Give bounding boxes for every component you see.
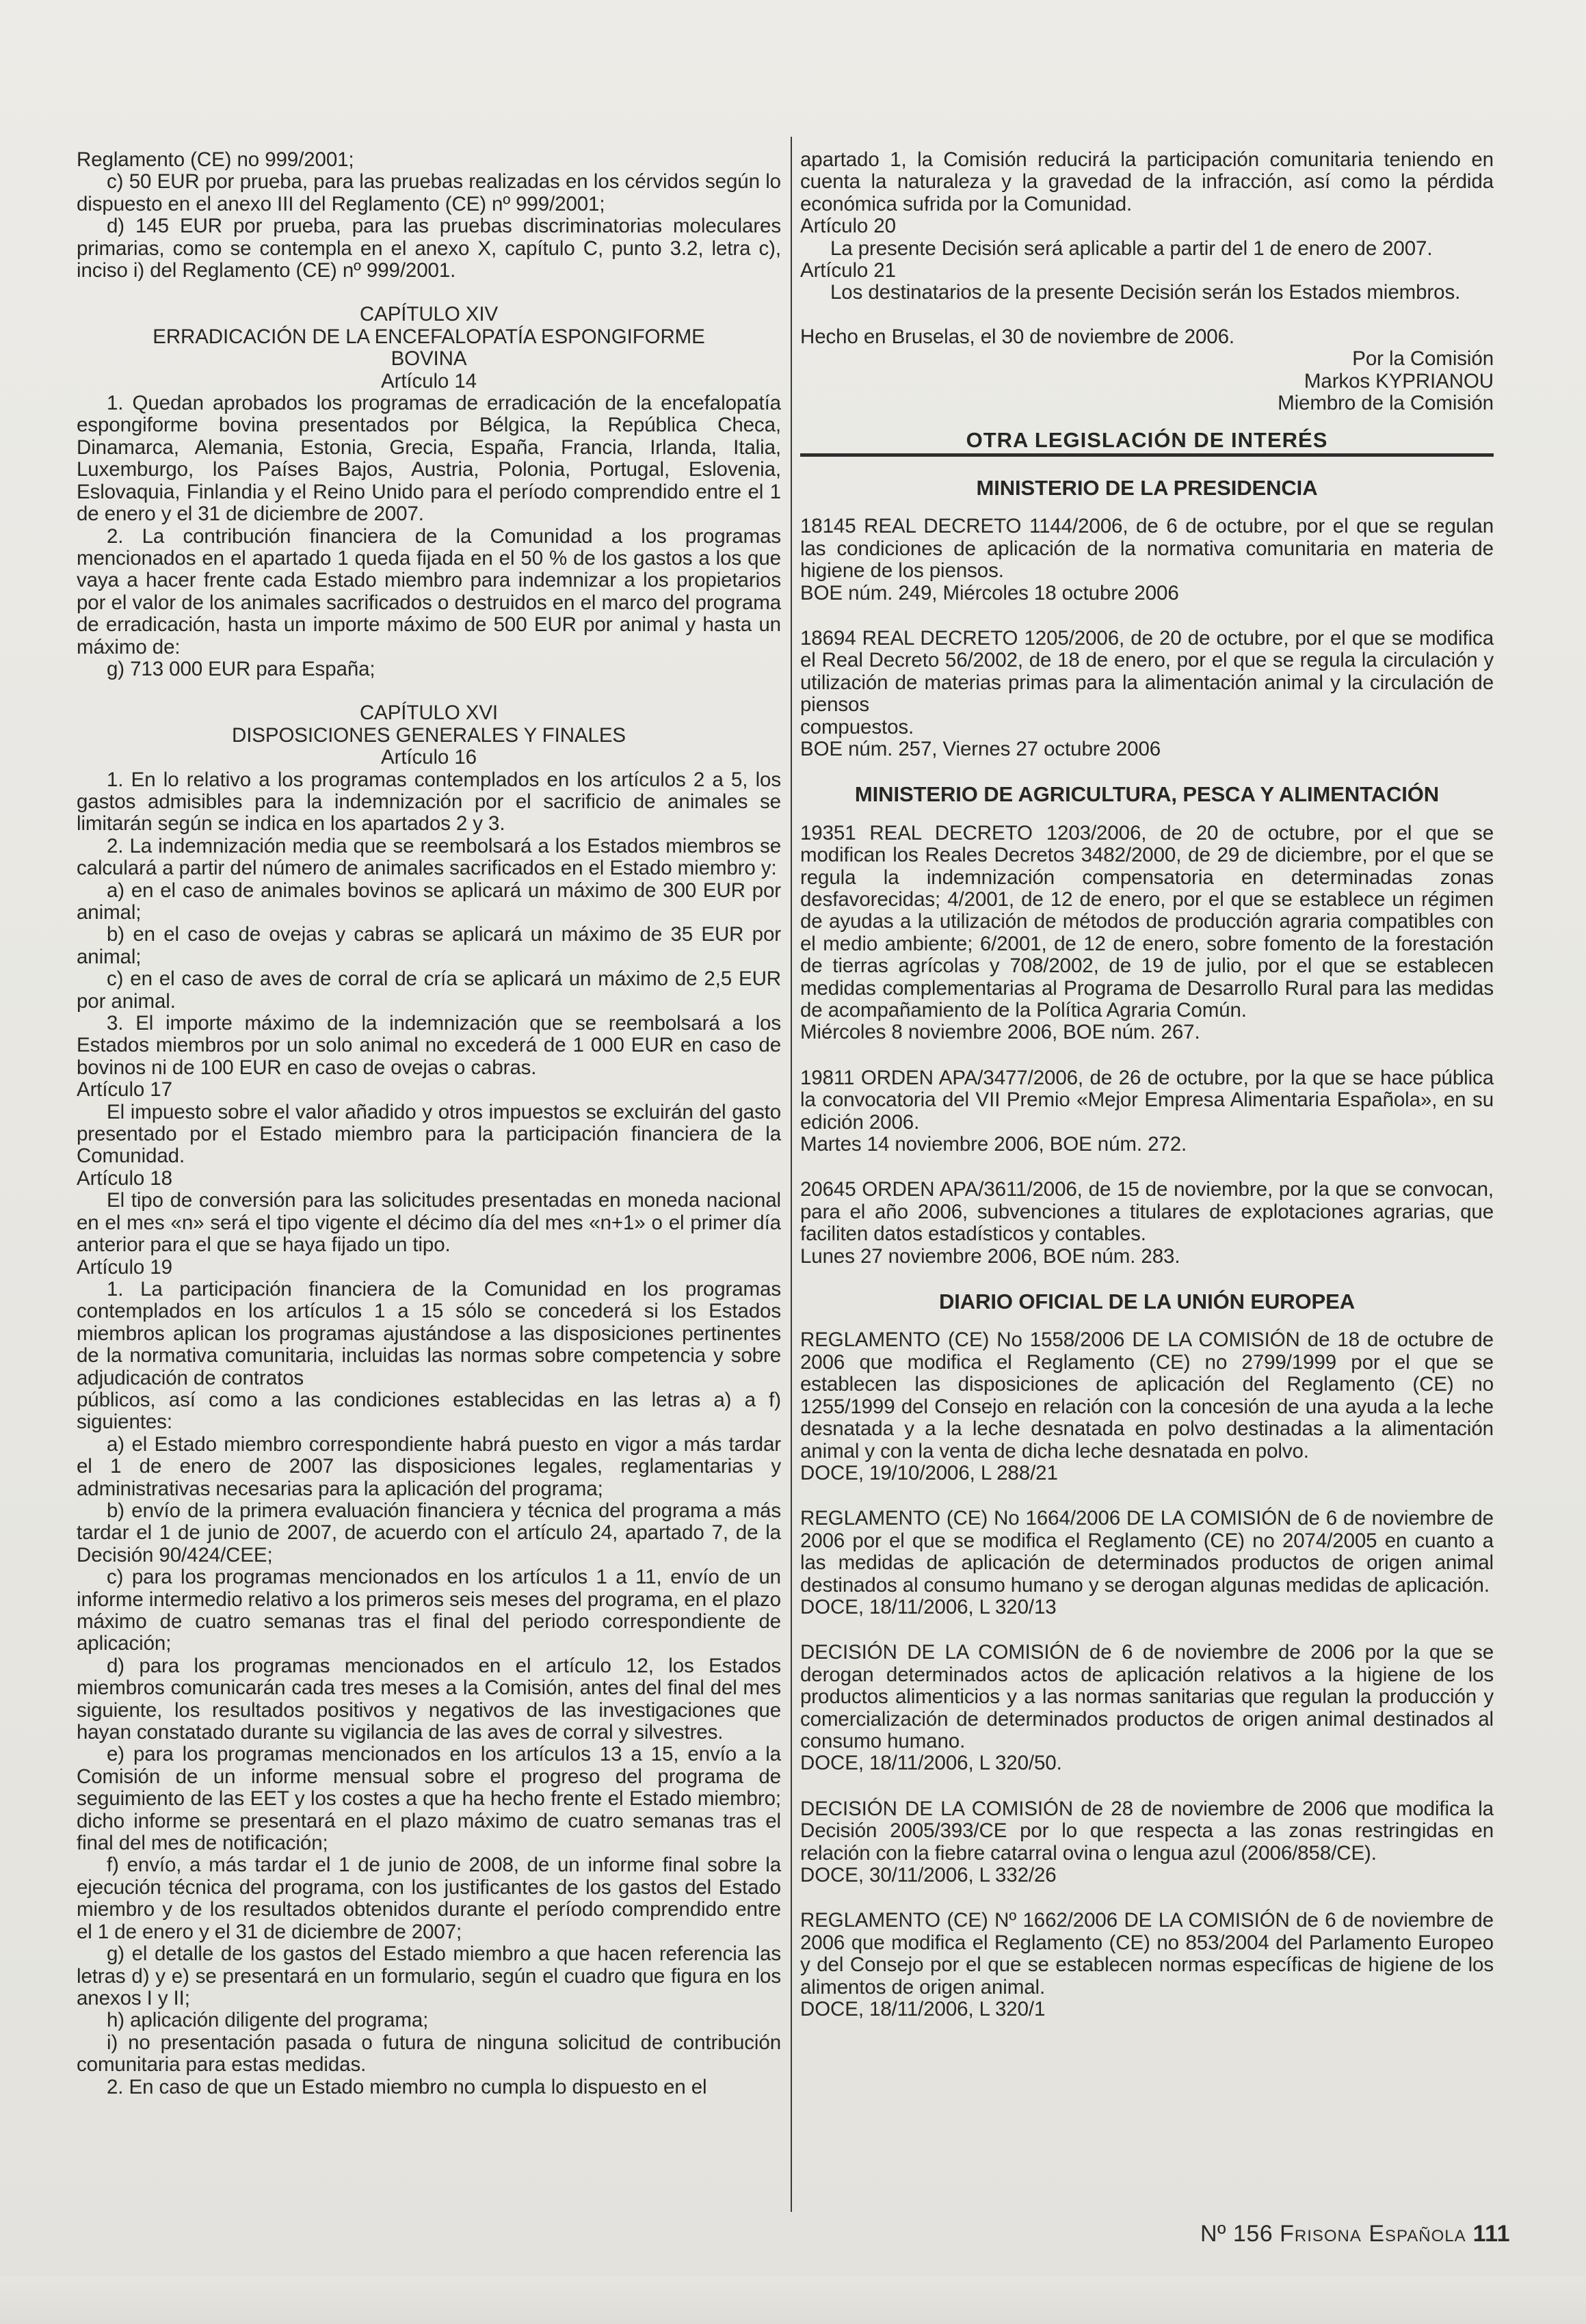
entry-line: 19811 ORDEN APA/3477/2006, de 26 de octubre, por la que se hace pública la convocatoria del VII Premio «Mejor Empresa Alimentaria Española», en su edición 2006. — [800, 1066, 1494, 1134]
paragraph: g) 713 000 EUR para España; — [107, 657, 375, 680]
entry-line: DOCE, 18/11/2006, L 320/50. — [800, 1752, 1062, 1775]
legislation-entry — [800, 1508, 1494, 1618]
entry-line: 18694 REAL DECRETO 1205/2006, de 20 de octubre, por el que se modifica el Real Decreto 56/2002, de 18 de enero, por el que se regula la circulación y utilización de materias primas para la alimentación animal y la circulación de piensos — [800, 626, 1494, 717]
paragraph: La presente Decisión será aplicable a partir del 1 de enero de 2007. — [830, 237, 1433, 260]
paragraph: 3. El importe máximo de la indemnización que se reembolsará a los Estados miembros por un solo animal no excederá de 1 000 EUR en caso de bovinos ni de 100 EUR en caso de ovejas o cabras. — [77, 1012, 781, 1079]
entry-line: DOCE, 18/11/2006, L 320/13 — [800, 1595, 1057, 1618]
legislation-entry — [800, 1067, 1494, 1156]
paragraph: Artículo 20 — [800, 215, 896, 238]
paragraph: e) para los programas mencionados en los artículos 13 a 15, envío a la Comisión de un informe mensual sobre el progreso del programa de seguimiento de las EET y los costes a que ha hecho frente el Estado miembro; dicho informe se presentará en el plazo máximo de cuatro semanas tras el final del mes de notificación; — [77, 1743, 781, 1855]
legislation-entry — [800, 628, 1494, 760]
entry-line: DOCE, 30/11/2006, L 332/26 — [800, 1864, 1057, 1886]
legislation-entry — [800, 823, 1494, 1044]
paragraph: h) aplicación diligente del programa; — [107, 2009, 429, 2032]
entry-line: REGLAMENTO (CE) Nº 1662/2006 DE LA COMISIÓN de 6 de noviembre de 2006 que modifica el Reglamento (CE) no 853/2004 del Parlamento Europeo y del Consejo por el que se establecen normas específicas de higiene de los alimentos de origen animal. — [800, 1909, 1494, 1999]
paragraph: Markos KYPRIANOU — [1304, 369, 1494, 392]
paragraph: 1. La participación financiera de la Comunidad en los programas contemplados en los artículos 1 a 15 sólo se concederá si los Estados miembros aplican los programas ajustándose a las disposiciones pertinentes de la normativa comunitaria, incluidas las normas sobre competencia y sobre adjudicación de contratos — [77, 1277, 781, 1389]
bottom-margin — [0, 2277, 1586, 2324]
paragraph: El tipo de conversión para las solicitudes presentadas en moneda nacional en el mes «n» será el tipo vigente el décimo día del mes «n+1» o el primer día anterior para el que se haya fijado un tipo. — [77, 1189, 781, 1257]
paragraph: Artículo 14 — [381, 369, 477, 392]
paragraph: Miembro de la Comisión — [1278, 392, 1494, 415]
entry-line: Miércoles 8 noviembre 2006, BOE núm. 267. — [800, 1021, 1200, 1044]
entry-line: BOE núm. 257, Viernes 27 octubre 2006 — [800, 737, 1161, 760]
paragraph: b) envío de la primera evaluación financiera y técnica del programa a más tardar el 1 de junio de 2007, de acuerdo con el artículo 24, apartado 7, de la Decisión 90/424/CEE; — [77, 1499, 781, 1566]
decision-closing — [800, 149, 1494, 414]
issue-number: Nº 156 — [1200, 2221, 1273, 2247]
entry-line: DOCE, 19/10/2006, L 288/21 — [800, 1461, 1058, 1484]
paragraph: DISPOSICIONES GENERALES Y FINALES — [232, 723, 626, 747]
spacer — [800, 304, 1494, 326]
paragraph: b) en el caso de ovejas y cabras se aplicará un máximo de 35 EUR por animal; — [77, 923, 781, 968]
paragraph: 1. Quedan aprobados los programas de erradicación de la encefalopatía espongiforme bovina presentados por Bélgica, la República Checa, Dinamarca, Alemania, Estonia, Grecia, España, Francia, Irlanda, Italia, Luxemburgo, los Países Bajos, Austria, Polonia, Portugal, Eslovenia, Eslovaquia, Finlandia y el Reino Unido para el período comprendido entre el 1 de enero y el 31 de diciembre de 2007. — [77, 392, 781, 526]
paragraph: Hecho en Bruselas, el 30 de noviembre de 2006. — [800, 325, 1234, 348]
entry-line: REGLAMENTO (CE) No 1664/2006 DE LA COMISIÓN de 6 de noviembre de 2006 por el que se modifica el Reglamento (CE) no 2074/2005 en cuanto a las medidas de aplicación de determinados productos de origen animal destinados al consumo humano y se derogan algunas medidas de aplicación. — [800, 1507, 1494, 1597]
paragraph: 2. La contribución financiera de la Comunidad a los programas mencionados en el apartado 1 queda fijada en el 50 % de los gastos a los que vaya a hacer frente cada Estado miembro para indemnizar a los propietarios por el valor de los animales sacrificados o destruidos en el marco del programa de erradicación, hasta un importe máximo de 500 EUR por animal y hasta un máximo de: — [77, 524, 781, 658]
paragraph: i) no presentación pasada o futura de ninguna solicitud de contribución comunitaria para estas medidas. — [77, 2031, 781, 2076]
section-title: DIARIO OFICIAL DE LA UNIÓN EUROPEA — [938, 1290, 1356, 1314]
legislation-entry — [800, 1179, 1494, 1268]
paragraph: BOVINA — [391, 347, 467, 371]
paragraph: Artículo 18 — [77, 1166, 172, 1190]
right-column — [800, 149, 1494, 2044]
paragraph: Reglamento (CE) no 999/2001; — [77, 148, 354, 171]
paragraph: d) para los programas mencionados en el artículo 12, los Estados miembros comunicarán cada tres meses a la Comisión, antes del final del mes siguiente, los resultados positivos y negativos de las investigaciones que hayan constatado durante su vigilancia de las aves de corral y silvestres. — [77, 1654, 781, 1744]
legislation-entry — [800, 1642, 1494, 1774]
entry-line: DECISIÓN DE LA COMISIÓN de 28 de noviembre de 2006 que modifica la Decisión 2005/393/CE por lo que respecta a las zonas restringidas en relación con la fiebre catarral ovina o lengua azul (2006/858/CE). — [800, 1797, 1494, 1865]
spacer — [77, 680, 781, 702]
paragraph: Artículo 16 — [381, 746, 477, 769]
paragraph: c) en el caso de aves de corral de cría se aplicará un máximo de 2,5 EUR por animal. — [77, 967, 781, 1013]
page-footer — [1200, 2221, 1510, 2247]
entry-line: Lunes 27 noviembre 2006, BOE núm. 283. — [800, 1244, 1180, 1268]
paragraph: 1. En lo relativo a los programas contemplados en los artículos 2 a 5, los gastos admisibles para la indemnización por el sacrificio de animales se limitarán según se indica en los apartados 2 y 3. — [77, 768, 781, 836]
paragraph: 2. En caso de que un Estado miembro no cumpla lo dispuesto en el — [107, 2075, 707, 2098]
entry-line: DECISIÓN DE LA COMISIÓN de 6 de noviembre de 2006 por la que se derogan determinados actos de aplicación relativos a la higiene de los productos alimenticios y a las normas sanitarias que regulan la producción y comercialización de determinados productos de origen animal destinados al consumo humano. — [800, 1641, 1494, 1752]
paragraph: c) para los programas mencionados en los artículos 1 a 11, envío de un informe intermedio relativo a los primeros seis meses del programa, en el plazo máximo de cuatro semanas tras el final del periodo correspondiente de aplicación; — [77, 1566, 781, 1655]
entry-line: 19351 REAL DECRETO 1203/2006, de 20 de octubre, por el que se modifican los Reales Decretos 3482/2000, de 29 de diciembre, por el que se regula la indemnización compensatoria en determinadas zonas desfavorecidas; 4/2001, de 12 de enero, por el que se establece un régimen de ayudas a la utilización de métodos de producción agraria compatibles con el medio ambiente; 6/2001, de 12 de enero, sobre fomento de la forestación de tierras agrícolas y 708/2002, de 19 de julio, por el que se establecen medidas complementarias al Programa de Desarrollo Rural para las medidas de acompañamiento de la Política Agraria Común. — [800, 821, 1494, 1021]
left-column — [77, 149, 781, 2098]
paragraph: públicos, así como a las condiciones establecidas en las letras a) a f) siguientes: — [77, 1388, 781, 1434]
paragraph: g) el detalle de los gastos del Estado miembro a que hacen referencia las letras d) y e) se presentará en un formulario, según el cuadro que figura en los anexos I y II; — [77, 1942, 781, 2009]
legislation-sections — [800, 477, 1494, 2021]
paragraph: f) envío, a más tardar el 1 de junio de 2008, de un informe final sobre la ejecución técnica del programa, con los justificantes de los gastos del Estado miembro y de los resultados obtenidos durante el período comprendido entre el 1 de enero y el 31 de diciembre de 2007; — [77, 1854, 781, 1943]
paragraph: 2. La indemnización media que se reembolsará a los Estados miembros se calculará a partir del número de animales sacrificados en el Estado miembro y: — [77, 834, 781, 880]
otra-legislacion-title: OTRA LEGISLACIÓN DE INTERÉS — [800, 429, 1494, 456]
section-title: MINISTERIO DE LA PRESIDENCIA — [976, 475, 1318, 500]
paragraph: d) 145 EUR por prueba, para las pruebas discriminatorias moleculares primarias, como se contempla en el anexo X, capítulo C, punto 3.2, letra c), inciso i) del Reglamento (CE) nº 999/2001. — [77, 215, 781, 282]
paragraph: a) en el caso de animales bovinos se aplicará un máximo de 300 EUR por animal; — [77, 879, 781, 924]
paragraph: Artículo 19 — [77, 1255, 172, 1279]
paragraph: ERRADICACIÓN DE LA ENCEFALOPATÍA ESPONGIFORME — [153, 325, 705, 348]
entry-line: 18145 REAL DECRETO 1144/2006, de 6 de octubre, por el que se regulan las condiciones de aplicación de la normativa comunitaria en materia de higiene de los piensos. — [800, 515, 1494, 583]
entry-line: compuestos. — [800, 715, 914, 738]
page-number: 111 — [1472, 2221, 1511, 2247]
paragraph: CAPÍTULO XVI — [359, 702, 499, 725]
paragraph: Los destinatarios de la presente Decisión serán los Estados miembros. — [830, 281, 1461, 304]
paragraph: a) el Estado miembro correspondiente habrá puesto en vigor a más tardar el 1 de enero de 2007 las disposiciones legales, reglamentarias y administrativas necesarias para la aplicación del programa; — [77, 1432, 781, 1500]
spacer — [77, 282, 781, 304]
legislation-entry — [800, 1329, 1494, 1484]
legislation-entry — [800, 1798, 1494, 1887]
legislation-entry — [800, 516, 1494, 604]
publication-name: Frisona Española — [1280, 2221, 1466, 2247]
paragraph: El impuesto sobre el valor añadido y otros impuestos se excluirán del gasto presentado por el Estado miembro para la participación financiera de la Comunidad. — [77, 1100, 781, 1168]
column-divider — [791, 137, 792, 2212]
entry-line: BOE núm. 249, Miércoles 18 octubre 2006 — [800, 581, 1179, 604]
entry-line: Martes 14 noviembre 2006, BOE núm. 272. — [800, 1133, 1187, 1156]
legislation-entry — [800, 1910, 1494, 2020]
paragraph: apartado 1, la Comisión reducirá la participación comunitaria teniendo en cuenta la naturaleza y la gravedad de la infracción, así como la pérdida económica sufrida por la Comunidad. — [800, 148, 1494, 215]
entry-line: DOCE, 18/11/2006, L 320/1 — [800, 1998, 1046, 2021]
paragraph: Por la Comisión — [1352, 347, 1494, 371]
paragraph: Artículo 17 — [77, 1078, 172, 1101]
entry-line: REGLAMENTO (CE) No 1558/2006 DE LA COMISIÓN de 18 de octubre de 2006 que modifica el Reglamento (CE) no 2799/1999 por el que se establecen las disposiciones de aplicación del Reglamento (CE) no 1255/1999 del Consejo en relación con la concesión de una ayuda a la leche desnatada y a la leche desnatada en polvo destinadas a la alimentación animal y con la venta de dicha leche desnatada en polvo. — [800, 1328, 1494, 1462]
entry-line: 20645 ORDEN APA/3611/2006, de 15 de noviembre, por la que se convocan, para el año 2006, subvenciones a titulares de explotaciones agrarias, que faciliten datos estadísticos y contables. — [800, 1178, 1494, 1246]
paragraph: c) 50 EUR por prueba, para las pruebas realizadas en los cérvidos según lo dispuesto en el anexo III del Reglamento (CE) nº 999/2001; — [77, 170, 781, 215]
paragraph: Artículo 21 — [800, 259, 896, 282]
paragraph: CAPÍTULO XIV — [359, 303, 499, 326]
section-title: MINISTERIO DE AGRICULTURA, PESCA Y ALIMENTACIÓN — [854, 782, 1440, 807]
